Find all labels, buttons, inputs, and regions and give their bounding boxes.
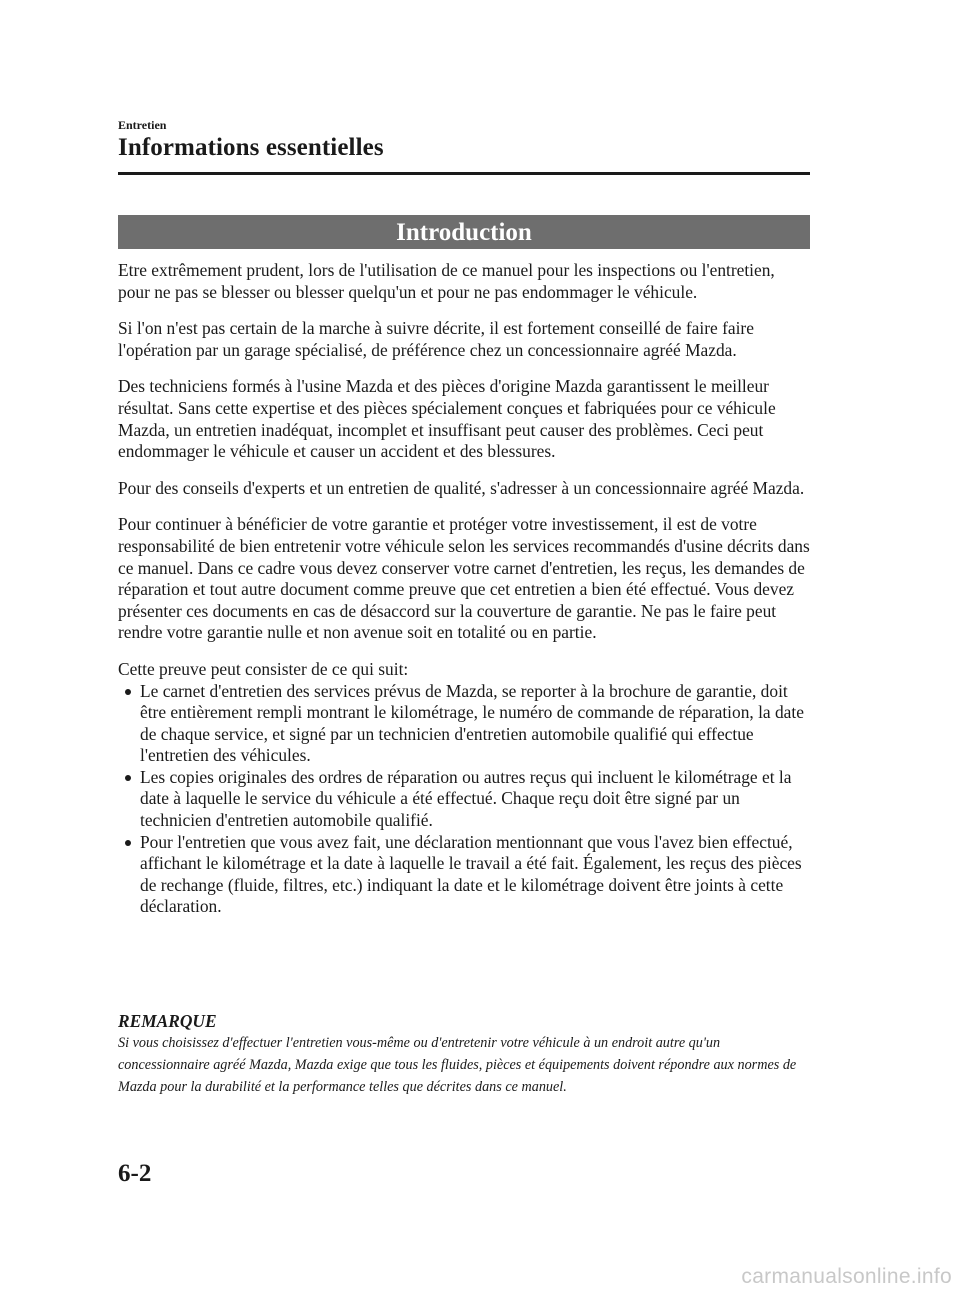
- introduction-banner: Introduction: [118, 215, 810, 249]
- note-block: [118, 1010, 810, 1098]
- bullet-icon: [125, 689, 131, 695]
- paragraph: Si l'on n'est pas certain de la marche à suivre décrite, il est fortement conseillé de faire faire l'opération par un garage spécialisé, de préférence chez un concessionnaire agréé Mazda.: [118, 318, 754, 360]
- list-item: [118, 681, 810, 767]
- section-label: Entretien: [118, 118, 167, 132]
- manual-page: [118, 0, 810, 1295]
- section-title: Informations essentielles: [118, 134, 384, 161]
- list-item: [118, 767, 810, 832]
- body-text: [118, 260, 810, 933]
- list-item: [118, 832, 810, 918]
- list-intro: Cette preuve peut consister de ce qui suit:: [118, 658, 409, 679]
- note-text: Si vous choisissez d'effectuer l'entretien vous-même ou d'entretenir votre véhicule à un endroit autre qu'un concessionnaire agréé Mazda, Mazda exige que tous les fluides, pièces et équipements doivent répondre aux normes de Mazda pour la durabilité et la performance telles que décrites dans ce manuel.: [118, 1035, 797, 1095]
- note-heading: REMARQUE: [118, 1011, 217, 1031]
- page-number: 6-2: [118, 1160, 152, 1187]
- bullet-icon: [125, 775, 131, 781]
- header-divider: [118, 172, 810, 175]
- watermark: carmanualsonline.info: [741, 1265, 952, 1288]
- paragraph: Etre extrêmement prudent, lors de l'utilisation de ce manuel pour les inspections ou l'entretien, pour ne pas se blesser ou blesser quelqu'un et pour ne pas endommager le véhicule.: [118, 260, 775, 302]
- list-item-text: Pour l'entretien que vous avez fait, une déclaration mentionnant que vous l'avez bien effectué, affichant le kilométrage et la date à laquelle le travail a été fait. Également, les reçus des pièces de rechange (fluide, filtres, etc.) indiquant la date et le kilométrage doivent être joints à cette déclaration.: [140, 831, 802, 917]
- list-item-text: Le carnet d'entretien des services prévus de Mazda, se reporter à la brochure de garantie, doit être entièrement rempli montrant le kilométrage, le numéro de commande de réparation, la date de chaque service, et signé par un technicien d'entretien automobile qualifié qui effectue l'entretien des véhicules.: [140, 680, 804, 766]
- list-item-text: Les copies originales des ordres de réparation ou autres reçus qui incluent le kilométrage et la date à laquelle le service du véhicule a été effectué. Chaque reçu doit être signé par un technicien d'entretien automobile qualifié.: [140, 766, 792, 831]
- bullet-icon: [125, 840, 131, 846]
- proof-list: [118, 681, 810, 919]
- paragraph: Pour des conseils d'experts et un entretien de qualité, s'adresser à un concessionnaire agréé Mazda.: [118, 477, 805, 498]
- paragraph: Des techniciens formés à l'usine Mazda et des pièces d'origine Mazda garantissent le meilleur résultat. Sans cette expertise et des pièces spécialement conçues et fabriquées pour ce véhicule Mazda, un entretien inadéquat, incomplet et insuffisant peut causer des problèmes. Ceci peut endommager le véhicule et causer un accident et des blessures.: [118, 376, 776, 462]
- paragraph: Pour continuer à bénéficier de votre garantie et protéger votre investissement, il est de votre responsabilité de bien entretenir votre véhicule selon les services recommandés d'usine décrits dans ce manuel. Dans ce cadre vous devez conserver votre carnet d'entretien, les reçus, les demandes de réparation et tout autre document comme preuve que cet entretien a bien été effectué. Vous devez présenter ces documents en cas de désaccord sur la couverture de garantie. Ne pas le faire peut rendre votre garantie nulle et non avenue soit en totalité ou en partie.: [118, 514, 810, 643]
